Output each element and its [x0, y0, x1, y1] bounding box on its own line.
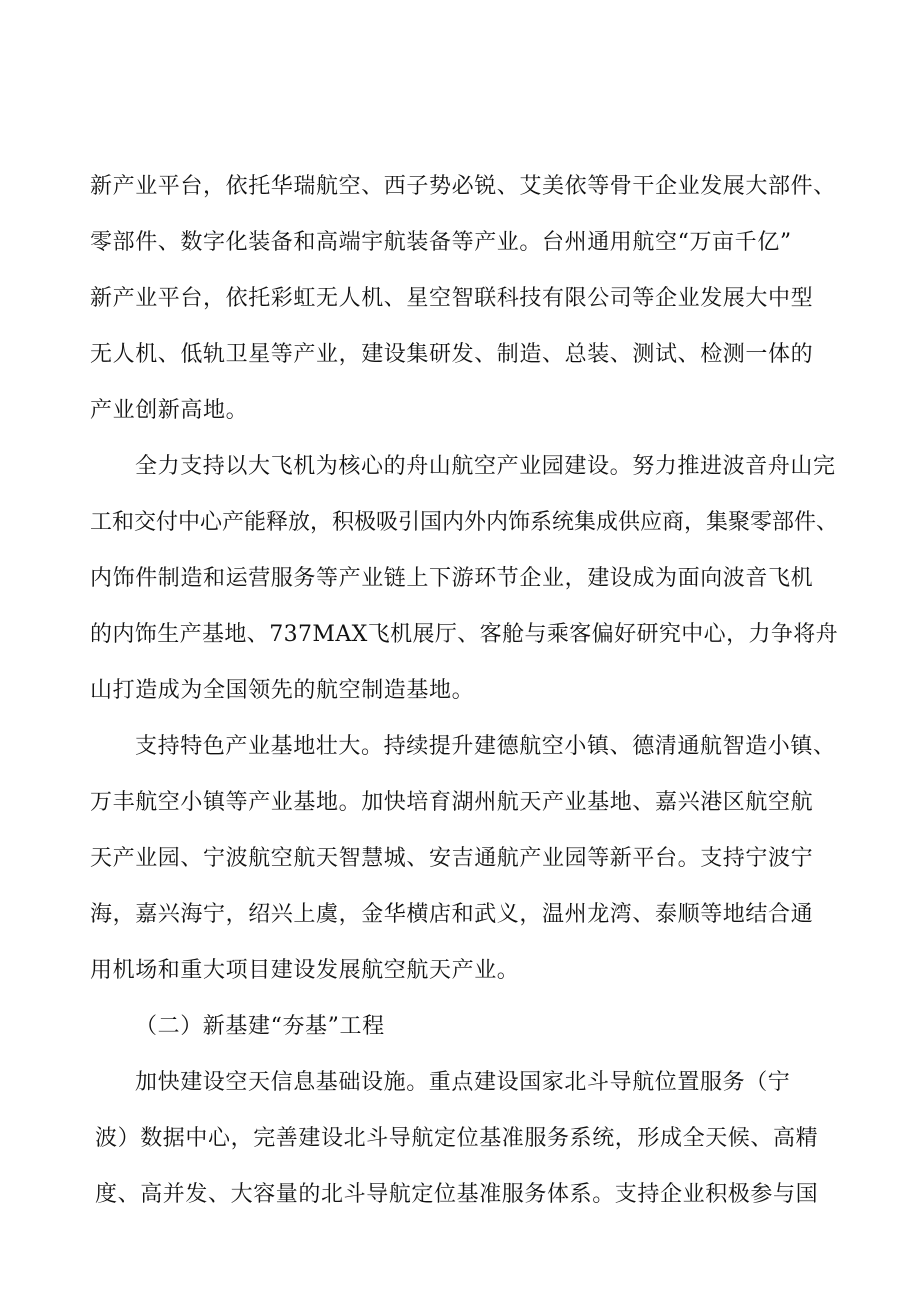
- text-line: 全力支持以大飞机为核心的舟山航空产业园建设。努力推进波音舟山完: [135, 454, 836, 479]
- text-line: 海，嘉兴海宁，绍兴上虞，金华横店和武义，温州龙湾、泰顺等地结合通: [90, 902, 814, 927]
- text-line: 的内饰生产基地、737MAX飞机展厅、客舱与乘客偏好研究中心，力争将舟: [90, 622, 839, 647]
- text-line: 度、高并发、大容量的北斗导航定位基准服务体系。支持企业积极参与国: [95, 1182, 819, 1207]
- text-line: 零部件、数字化装备和高端宇航装备等产业。台州通用航空“万亩千亿”: [90, 230, 792, 255]
- text-line: 工和交付中心产能释放，积极吸引国内外内饰系统集成供应商，集聚零部件、: [90, 510, 839, 535]
- text-line: 万丰航空小镇等产业基地。加快培育湖州航天产业基地、嘉兴港区航空航: [90, 790, 814, 815]
- text-line: 波）数据中心，完善建设北斗导航定位基准服务系统，形成全天候、高精: [95, 1126, 819, 1151]
- text-line: 天产业园、宁波航空航天智慧城、安吉通航产业园等新平台。支持宁波宁: [90, 846, 814, 871]
- text-line: 山打造成为全国领先的航空制造基地。: [90, 678, 475, 703]
- section-heading: （二）新基建“夯基”工程: [135, 1014, 385, 1039]
- text-line: 支持特色产业基地壮大。持续提升建德航空小镇、德清通航智造小镇、: [135, 734, 836, 759]
- text-line: 加快建设空天信息基础设施。重点建设国家北斗导航位置服务（宁: [135, 1070, 791, 1095]
- text-line: 新产业平台，依托华瑞航空、西子势必锐、艾美依等骨干企业发展大部件、: [90, 174, 836, 199]
- text-line: 用机场和重大项目建设发展航空航天产业。: [90, 958, 520, 983]
- text-line: 内饰件制造和运营服务等产业链上下游环节企业，建设成为面向波音飞机: [90, 566, 814, 591]
- text-line: 无人机、低轨卫星等产业，建设集研发、制造、总装、测试、检测一体的: [90, 342, 814, 367]
- text-line: 新产业平台，依托彩虹无人机、星空智联科技有限公司等企业发展大中型: [90, 286, 814, 311]
- text-line: 产业创新高地。: [90, 398, 249, 423]
